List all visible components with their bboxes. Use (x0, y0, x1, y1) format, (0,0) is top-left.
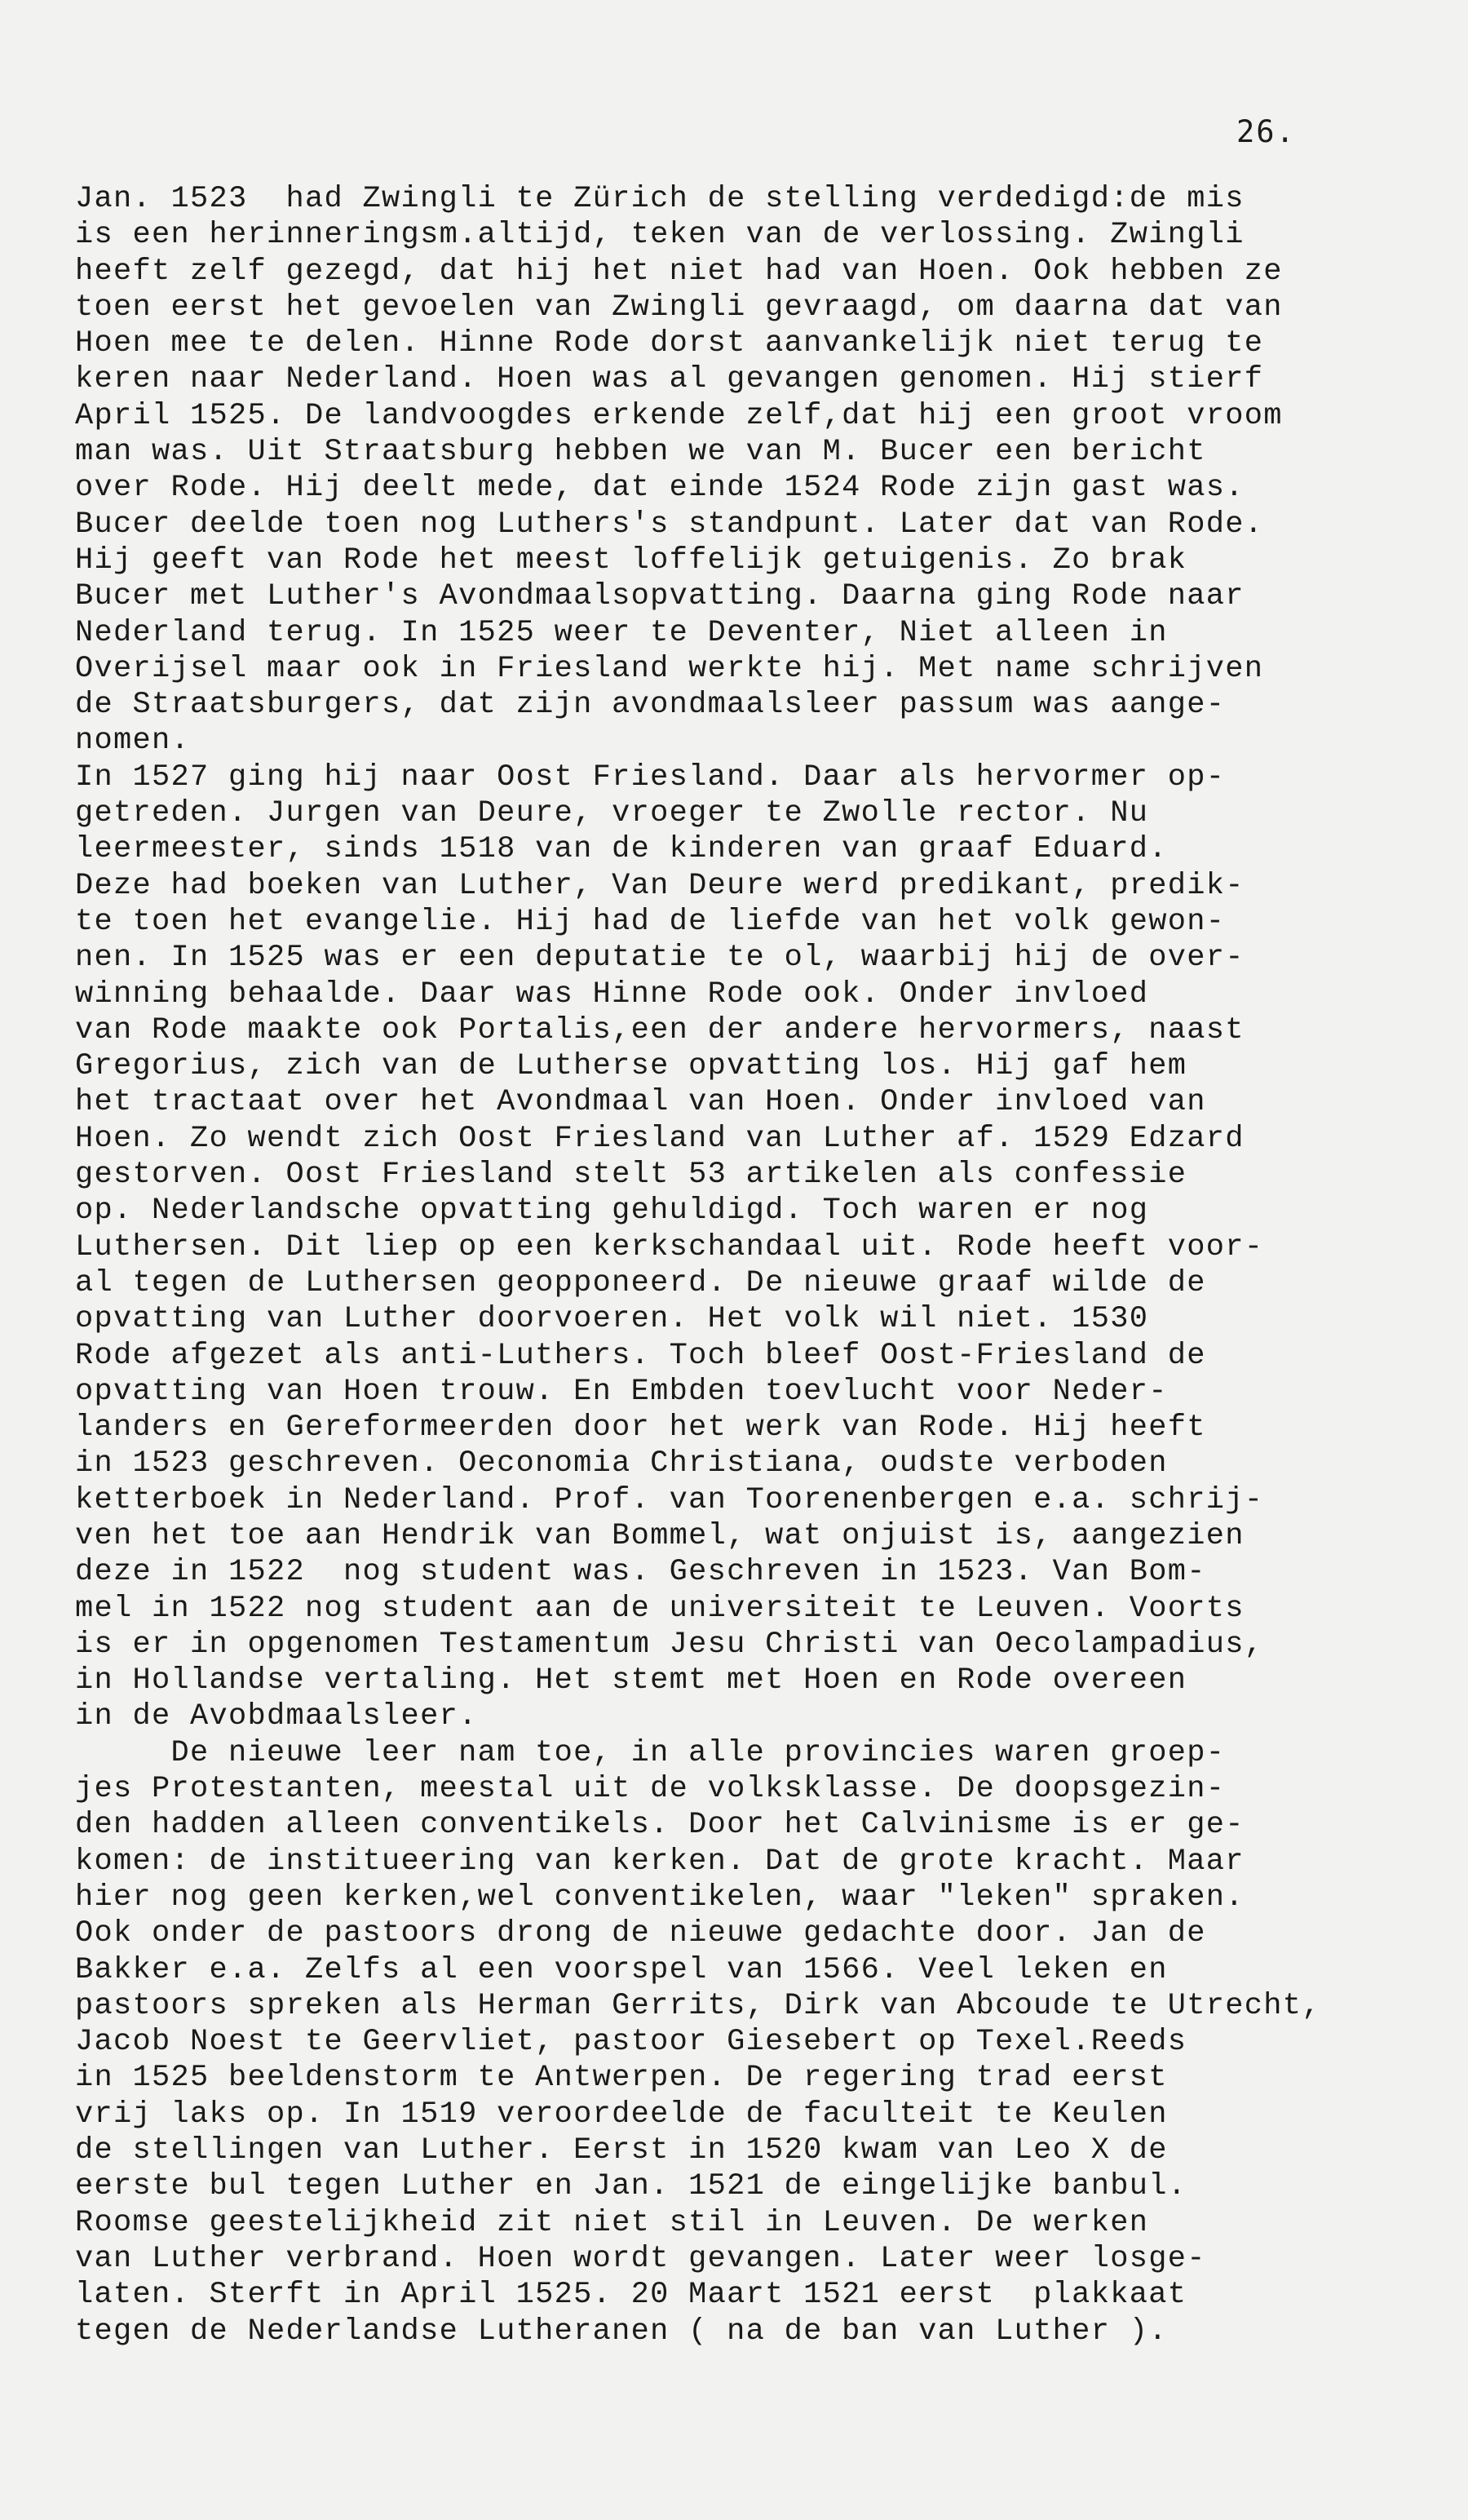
text-line: vrij laks op. In 1519 veroordeelde de faculteit te Keulen (75, 2097, 1168, 2132)
page-number: 26. (1236, 114, 1296, 149)
text-line: man was. Uit Straatsburg hebben we van M. Bucer een bericht (75, 435, 1206, 470)
text-line: landers en Gereformeerden door het werk van Rode. Hij heeft (75, 1411, 1206, 1446)
text-line: in 1525 beeldenstorm te Antwerpen. De regering trad eerst (75, 2061, 1168, 2096)
text-line: is er in opgenomen Testamentum Jesu Christi van Oecolampadius, (75, 1627, 1264, 1662)
text-line: is een herinneringsm.altijd, teken van de verlossing. Zwingli (75, 218, 1245, 253)
text-line: Overijsel maar ook in Friesland werkte hij. Met name schrijven (75, 651, 1264, 686)
text-line: op. Nederlandsche opvatting gehuldigd. Toch waren er nog (75, 1194, 1149, 1229)
text-line: hier nog geen kerken,wel conventikelen, waar "leken" spraken. (75, 1880, 1245, 1915)
text-line: het tractaat over het Avondmaal van Hoen. Onder invloed van (75, 1085, 1206, 1120)
text-line: deze in 1522 nog student was. Geschreven in 1523. Van Bom- (75, 1555, 1206, 1590)
text-line: van Luther verbrand. Hoen wordt gevangen. Later weer losge- (75, 2241, 1206, 2276)
text-line: De nieuwe leer nam toe, in alle provincies waren groep- (75, 1735, 1226, 1770)
text-line: ketterboek in Nederland. Prof. van Toorenenbergen e.a. schrij- (75, 1482, 1264, 1517)
text-line: laten. Sterft in April 1525. 20 Maart 1521 eerst plakkaat (75, 2278, 1187, 2313)
text-line: den hadden alleen conventikels. Door het Calvinisme is er ge- (75, 1808, 1245, 1843)
text-line: Ook onder de pastoors drong de nieuwe gedachte door. Jan de (75, 1916, 1206, 1951)
text-line: al tegen de Luthersen geopponeerd. De nieuwe graaf wilde de (75, 1265, 1206, 1300)
text-line: in de Avobdmaalsleer. (75, 1699, 478, 1734)
text-line: de stellingen van Luther. Eerst in 1520 kwam van Leo X de (75, 2133, 1168, 2168)
text-line: Jan. 1523 had Zwingli te Zürich de stelling verdedigd:de mis (75, 182, 1245, 216)
text-line: Hoen. Zo wendt zich Oost Friesland van Luther af. 1529 Edzard (75, 1121, 1245, 1156)
text-line: Deze had boeken van Luther, Van Deure werd predikant, predik- (75, 868, 1245, 903)
text-line: toen eerst het gevoelen van Zwingli gevraagd, om daarna dat van (75, 290, 1283, 325)
body-text (75, 181, 1445, 2349)
text-line: nomen. (75, 724, 191, 759)
text-line: mel in 1522 nog student aan de universiteit te Leuven. Voorts (75, 1591, 1245, 1626)
text-line: opvatting van Hoen trouw. En Embden toevlucht voor Neder- (75, 1374, 1168, 1409)
text-line: winning behaalde. Daar was Hinne Rode ook. Onder invloed (75, 977, 1149, 1012)
text-line: van Rode maakte ook Portalis,een der andere hervormers, naast (75, 1012, 1245, 1047)
text-line: Bucer met Luther's Avondmaalsopvatting. Daarna ging Rode naar (75, 579, 1245, 614)
text-line: Hij geeft van Rode het meest loffelijk getuigenis. Zo brak (75, 543, 1187, 578)
text-line: tegen de Nederlandse Lutheranen ( na de ban van Luther ). (75, 2314, 1168, 2349)
text-line: April 1525. De landvoogdes erkende zelf,dat hij een groot vroom (75, 398, 1283, 433)
text-line: keren naar Nederland. Hoen was al gevangen genomen. Hij stierf (75, 362, 1264, 397)
text-line: Gregorius, zich van de Lutherse opvatting los. Hij gaf hem (75, 1049, 1187, 1084)
text-line: te toen het evangelie. Hij had de liefde van het volk gewon- (75, 904, 1226, 939)
text-line: opvatting van Luther doorvoeren. Het volk wil niet. 1530 (75, 1302, 1149, 1337)
text-line: Roomse geestelijkheid zit niet stil in Leuven. De werken (75, 2205, 1149, 2240)
text-line: pastoors spreken als Herman Gerrits, Dirk van Abcoude te Utrecht, (75, 1988, 1321, 2023)
text-line: In 1527 ging hij naar Oost Friesland. Daar als hervormer op- (75, 760, 1226, 795)
text-line: Jacob Noest te Geervliet, pastoor Giesebert op Texel.Reeds (75, 2025, 1187, 2060)
text-line: in Hollandse vertaling. Het stemt met Hoen en Rode overeen (75, 1663, 1187, 1698)
text-line: Luthersen. Dit liep op een kerkschandaal uit. Rode heeft voor- (75, 1229, 1264, 1264)
text-line: Nederland terug. In 1525 weer te Deventer, Niet alleen in (75, 615, 1168, 650)
text-line: Bucer deelde toen nog Luthers's standpunt. Later dat van Rode. (75, 507, 1264, 542)
text-line: Bakker e.a. Zelfs al een voorspel van 1566. Veel leken en (75, 1952, 1168, 1987)
text-line: jes Protestanten, meestal uit de volksklasse. De doopsgezin- (75, 1772, 1226, 1807)
text-line: Hoen mee te delen. Hinne Rode dorst aanvankelijk niet terug te (75, 326, 1264, 361)
text-line: leermeester, sinds 1518 van de kinderen van graaf Eduard. (75, 832, 1168, 867)
text-line: nen. In 1525 was er een deputatie te ol, waarbij hij de over- (75, 941, 1245, 976)
text-line: in 1523 geschreven. Oeconomia Christiana, oudste verboden (75, 1446, 1168, 1481)
text-line: Rode afgezet als anti-Luthers. Toch bleef Oost-Friesland de (75, 1338, 1206, 1373)
text-line: de Straatsburgers, dat zijn avondmaalsleer passum was aange- (75, 688, 1226, 723)
text-line: gestorven. Oost Friesland stelt 53 artikelen als confessie (75, 1158, 1187, 1193)
text-line: over Rode. Hij deelt mede, dat einde 1524 Rode zijn gast was. (75, 471, 1245, 506)
text-line: komen: de institueering van kerken. Dat de grote kracht. Maar (75, 1844, 1245, 1879)
text-line: eerste bul tegen Luther en Jan. 1521 de eingelijke banbul. (75, 2169, 1187, 2204)
text-line: heeft zelf gezegd, dat hij het niet had van Hoen. Ook hebben ze (75, 254, 1283, 289)
text-line: getreden. Jurgen van Deure, vroeger te Zwolle rector. Nu (75, 796, 1149, 831)
text-line: ven het toe aan Hendrik van Bommel, wat onjuist is, aangezien (75, 1518, 1245, 1553)
